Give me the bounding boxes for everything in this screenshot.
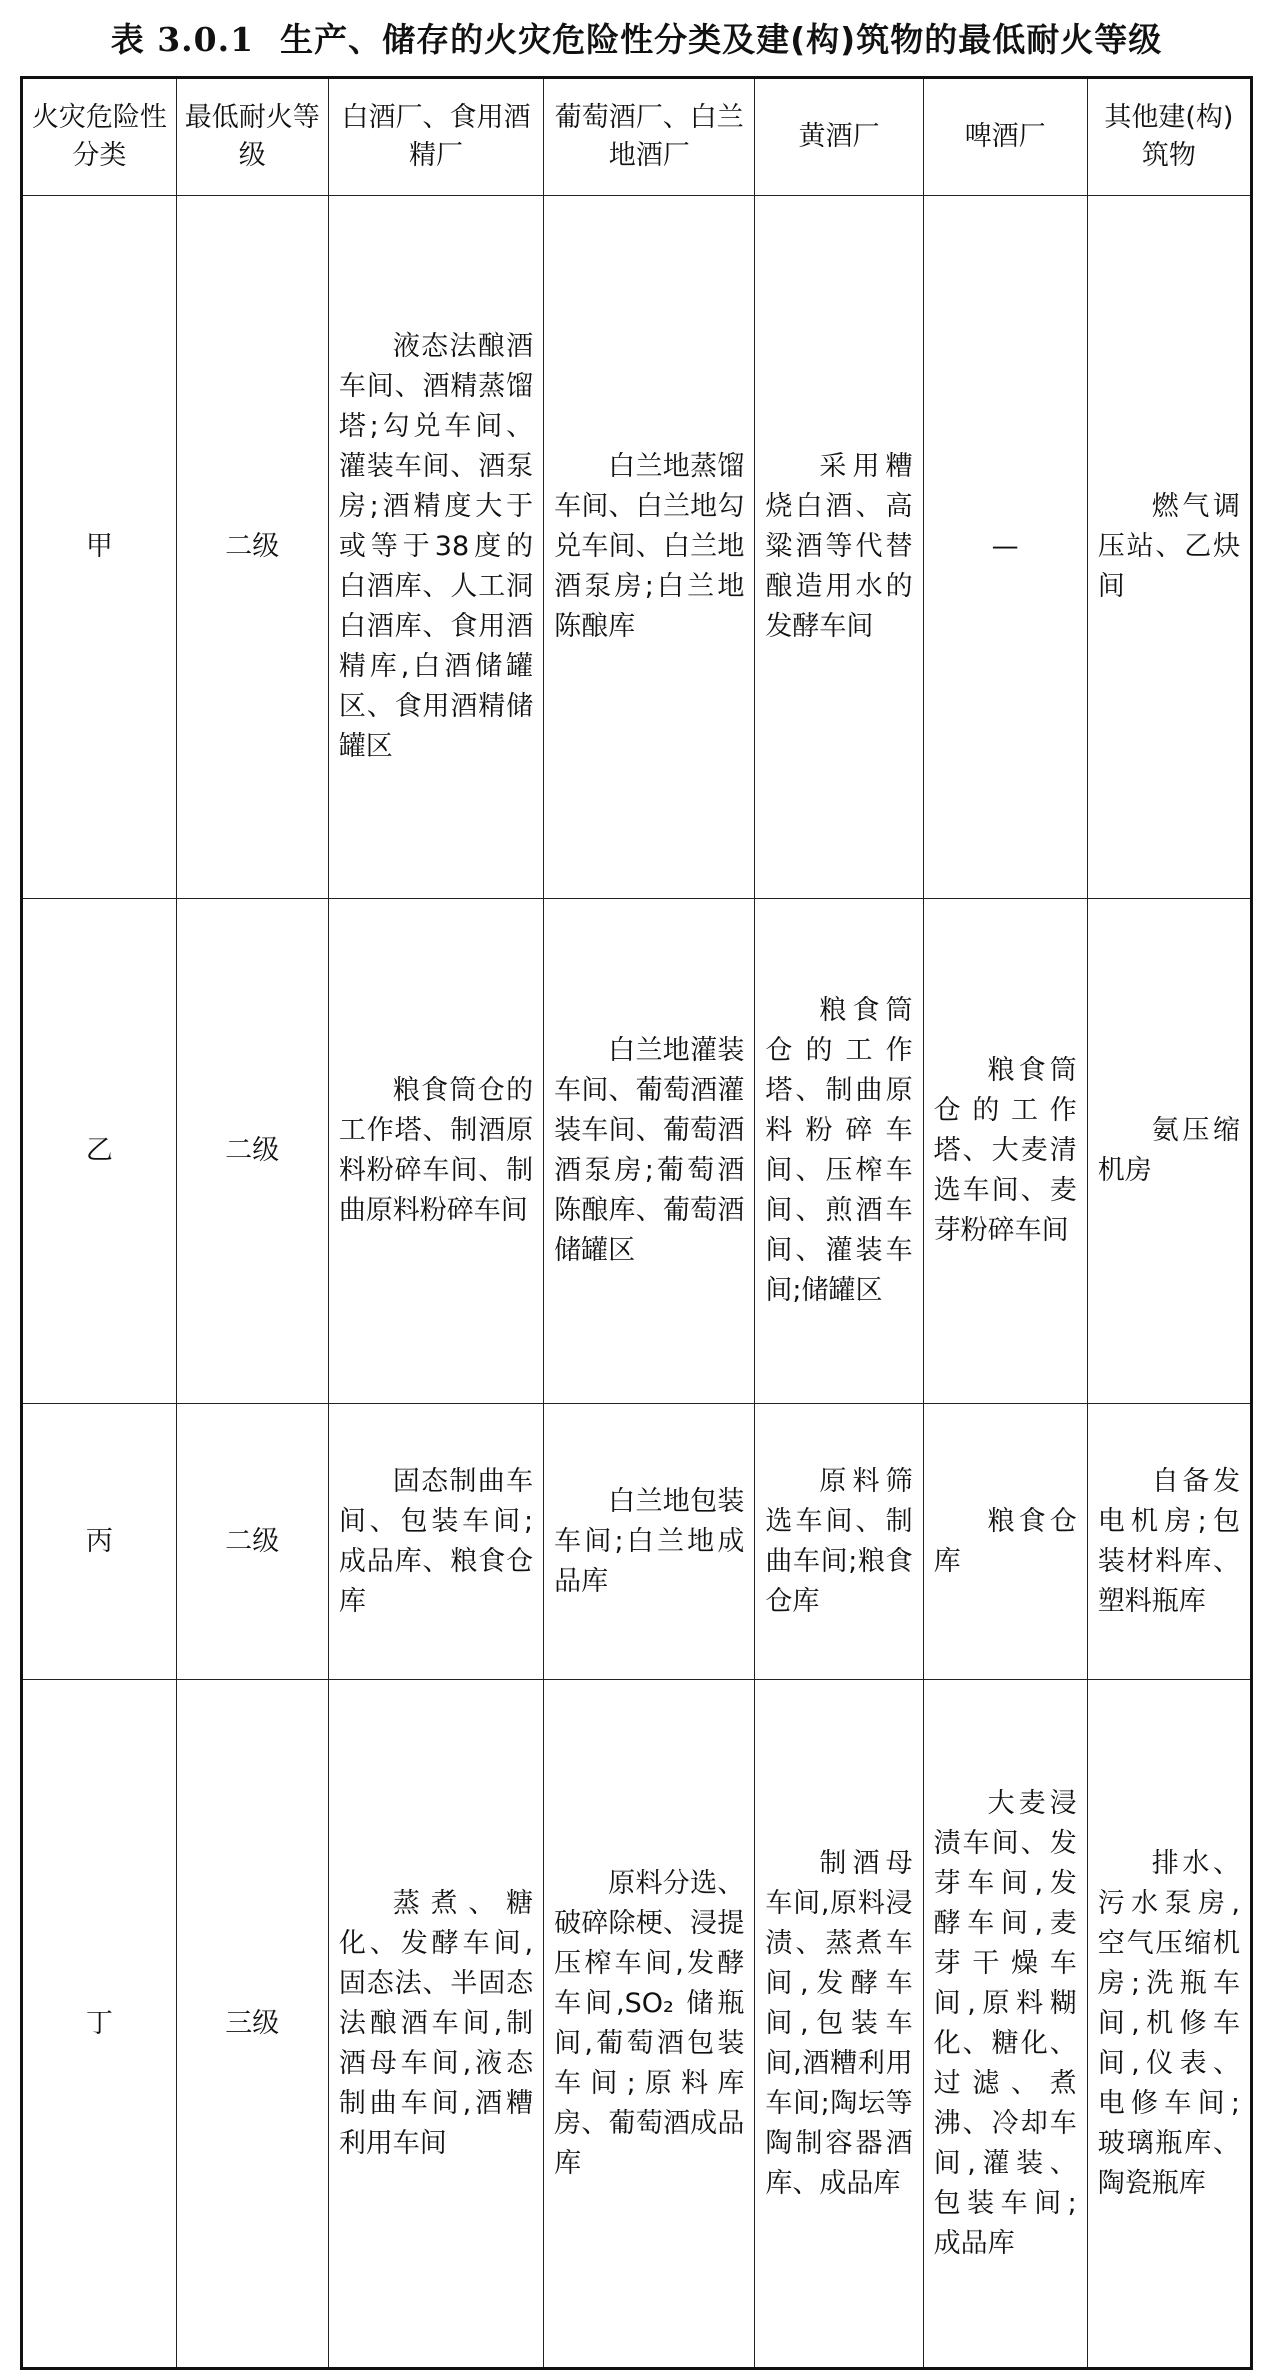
hazard-category-cell: 乙: [22, 899, 177, 1404]
baijiu-cell: 粮食筒仓的工作塔、制酒原料粉碎车间、制曲原料粉碎车间: [328, 899, 543, 1404]
table-number: 表 3.0.1: [110, 20, 255, 59]
wine-cell: 白兰地包装车间;白兰地成品库: [544, 1404, 755, 1680]
table-row: [22, 1404, 1252, 1680]
other-cell: 燃气调压站、乙炔间: [1087, 196, 1251, 899]
hazard-category-cell: 甲: [22, 196, 177, 899]
hazard-category-cell: 丁: [22, 1680, 177, 2369]
huangjiu-cell: 粮食筒仓的工作塔、制曲原料粉碎车间、压榨车间、煎酒车间、灌装车间;储罐区: [755, 899, 923, 1404]
beer-cell: 粮食筒仓的工作塔、大麦清选车间、麦芽粉碎车间: [923, 899, 1087, 1404]
header-huangjiu-plant: 黄酒厂: [755, 78, 923, 196]
table-row: [22, 899, 1252, 1404]
wine-cell: 白兰地灌装车间、葡萄酒灌装车间、葡萄酒酒泵房;葡萄酒陈酿库、葡萄酒储罐区: [544, 899, 755, 1404]
table-row: [22, 196, 1252, 899]
fire-rating-cell: 二级: [176, 1404, 328, 1680]
other-cell: 自备发电机房;包装材料库、塑料瓶库: [1087, 1404, 1251, 1680]
beer-cell: 大麦浸渍车间、发芽车间,发酵车间,麦芽干燥车间,原料糊化、糖化、过滤、煮沸、冷却车间,灌装、包装车间;成品库: [923, 1680, 1087, 2369]
table-row: [22, 1680, 1252, 2369]
wine-cell: 白兰地蒸馏车间、白兰地勾兑车间、白兰地酒泵房;白兰地陈酿库: [544, 196, 755, 899]
header-baijiu-plant: 白酒厂、食用酒精厂: [328, 78, 543, 196]
fire-rating-cell: 二级: [176, 899, 328, 1404]
other-cell: 氨压缩机房: [1087, 899, 1251, 1404]
hazard-category-cell: 丙: [22, 1404, 177, 1680]
beer-cell: —: [923, 196, 1087, 899]
header-min-fire-rating: 最低耐火等级: [176, 78, 328, 196]
beer-cell: 粮食仓库: [923, 1404, 1087, 1680]
baijiu-cell: 蒸煮、糖化、发酵车间,固态法、半固态法酿酒车间,制酒母车间,液态制曲车间,酒糟利用车间: [328, 1680, 543, 2369]
header-wine-plant: 葡萄酒厂、白兰地酒厂: [544, 78, 755, 196]
fire-rating-cell: 三级: [176, 1680, 328, 2369]
header-other-buildings: 其他建(构)筑物: [1087, 78, 1251, 196]
huangjiu-cell: 原料筛选车间、制曲车间;粮食仓库: [755, 1404, 923, 1680]
baijiu-cell: 固态制曲车间、包装车间;成品库、粮食仓库: [328, 1404, 543, 1680]
table-title: 生产、储存的火灾危险性分类及建(构)筑物的最低耐火等级: [280, 20, 1163, 59]
header-row: [22, 78, 1252, 196]
wine-cell: 原料分选、破碎除梗、浸提压榨车间,发酵车间,SO₂ 储瓶间,葡萄酒包装车间;原料库房、葡萄酒成品库: [544, 1680, 755, 2369]
header-hazard-category: 火灾危险性分类: [22, 78, 177, 196]
fire-rating-cell: 二级: [176, 196, 328, 899]
fire-hazard-table: [20, 76, 1253, 2370]
huangjiu-cell: 制酒母车间,原料浸渍、蒸煮车间,发酵车间,包装车间,酒糟利用车间;陶坛等陶制容器酒库、成品库: [755, 1680, 923, 2369]
huangjiu-cell: 采用糟烧白酒、高粱酒等代替酿造用水的发酵车间: [755, 196, 923, 899]
other-cell: 排水、污水泵房,空气压缩机房;洗瓶车间,机修车间,仪表、电修车间;玻璃瓶库、陶瓷瓶库: [1087, 1680, 1251, 2369]
table-caption: [0, 14, 1273, 61]
header-beer-plant: 啤酒厂: [923, 78, 1087, 196]
baijiu-cell: 液态法酿酒车间、酒精蒸馏塔;勾兑车间、灌装车间、酒泵房;酒精度大于或等于38度的白酒库、人工洞白酒库、食用酒精库,白酒储罐区、食用酒精储罐区: [328, 196, 543, 899]
